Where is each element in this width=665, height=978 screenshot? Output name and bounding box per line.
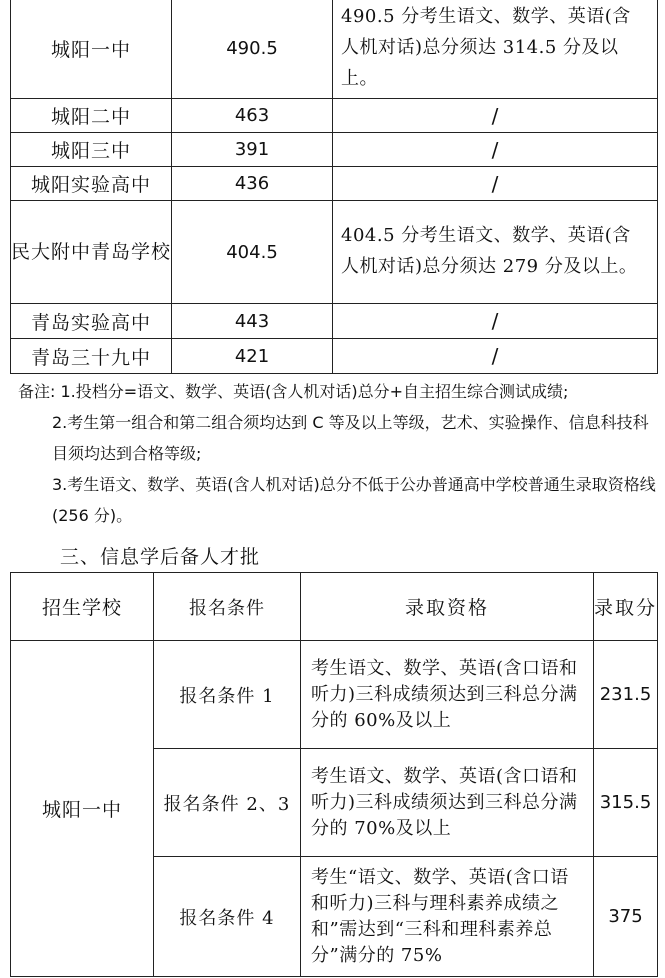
condition-cell: 报名条件 2、3 bbox=[154, 749, 301, 857]
note-cell: 490.5 分考生语文、数学、英语(含人机对话)总分须达 314.5 分及以上。 bbox=[333, 0, 658, 99]
score-cell: 231.5 bbox=[594, 641, 658, 749]
section-title: 三、信息学后备人才批 bbox=[60, 546, 261, 568]
school-cell: 城阳一中 bbox=[11, 0, 172, 99]
notes-block bbox=[18, 376, 656, 531]
school-cell: 城阳三中 bbox=[11, 133, 172, 167]
score-cell: 315.5 bbox=[594, 749, 658, 857]
table-row bbox=[11, 641, 658, 749]
header-school: 招生学校 bbox=[11, 573, 154, 641]
qualification-cell: 考生语文、数学、英语(含口语和听力)三科成绩须达到三科总分满分的 70%及以上 bbox=[301, 749, 594, 857]
header-score: 录取分 bbox=[594, 573, 658, 641]
school-cell: 城阳实验高中 bbox=[11, 167, 172, 201]
score-cell: 443 bbox=[172, 304, 333, 339]
header-qualification: 录取资格 bbox=[301, 573, 594, 641]
note-cell: / bbox=[333, 99, 658, 133]
table-row bbox=[11, 339, 658, 374]
table-row bbox=[11, 201, 658, 304]
admission-score-table bbox=[10, 0, 658, 374]
note-cell: / bbox=[333, 133, 658, 167]
qualification-cell: 考生语文、数学、英语(含口语和听力)三科成绩须达到三科总分满分的 60%及以上 bbox=[301, 641, 594, 749]
table-row bbox=[11, 99, 658, 133]
score-cell: 436 bbox=[172, 167, 333, 201]
table-row bbox=[11, 304, 658, 339]
score-cell: 421 bbox=[172, 339, 333, 374]
note-1: 备注: 1.投档分=语文、数学、英语(含人机对话)总分+自主招生综合测试成绩; bbox=[18, 382, 569, 401]
school-cell: 城阳一中 bbox=[11, 641, 154, 977]
note-2: 2.考生第一组合和第二组合须均达到 C 等及以上等级，艺术、实验操作、信息科技科目须均达到合格等级; bbox=[52, 413, 649, 463]
school-cell: 城阳二中 bbox=[11, 99, 172, 133]
note-cell: / bbox=[333, 304, 658, 339]
score-cell: 375 bbox=[594, 857, 658, 977]
score-cell: 463 bbox=[172, 99, 333, 133]
condition-cell: 报名条件 1 bbox=[154, 641, 301, 749]
condition-cell: 报名条件 4 bbox=[154, 857, 301, 977]
table-row bbox=[11, 133, 658, 167]
note-cell: 404.5 分考生语文、数学、英语(含人机对话)总分须达 279 分及以上。 bbox=[333, 201, 658, 304]
table-header-row bbox=[11, 573, 658, 641]
note-3: 3.考生语文、数学、英语(含人机对话)总分不低于公办普通高中学校普通生录取资格线(256 分)。 bbox=[52, 475, 656, 525]
header-condition: 报名条件 bbox=[154, 573, 301, 641]
school-cell: 青岛实验高中 bbox=[11, 304, 172, 339]
table-row bbox=[11, 167, 658, 201]
school-cell: 青岛三十九中 bbox=[11, 339, 172, 374]
score-cell: 391 bbox=[172, 133, 333, 167]
qualification-cell: 考生“语文、数学、英语(含口语和听力)三科与理科素养成绩之和”需达到“三科和理科素养总分”满分的 75% bbox=[301, 857, 594, 977]
school-cell: 民大附中青岛学校 bbox=[11, 201, 172, 304]
table-row bbox=[11, 0, 658, 99]
talent-admission-table bbox=[10, 572, 658, 977]
score-cell: 490.5 bbox=[172, 0, 333, 99]
note-cell: / bbox=[333, 339, 658, 374]
score-cell: 404.5 bbox=[172, 201, 333, 304]
note-cell: / bbox=[333, 167, 658, 201]
